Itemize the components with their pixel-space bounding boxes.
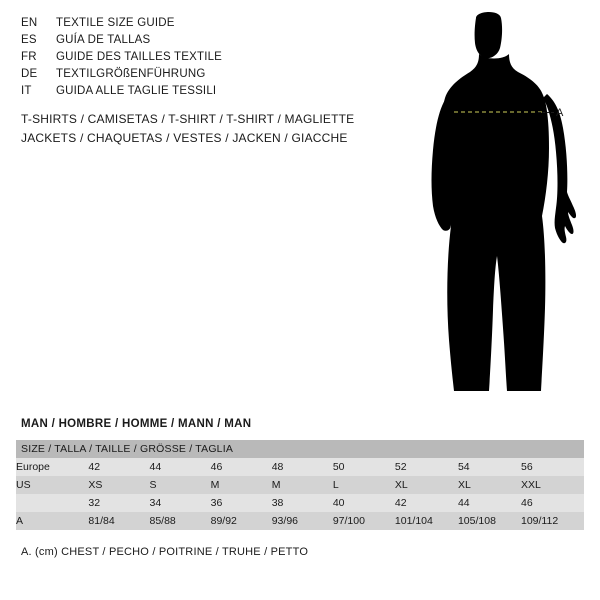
cell: 101/104	[395, 512, 458, 530]
language-row	[21, 15, 381, 32]
cell: 81/84	[88, 512, 149, 530]
cell: 52	[395, 458, 458, 476]
table-header-row	[16, 440, 584, 458]
cell: L	[333, 476, 395, 494]
cell: 46	[521, 494, 584, 512]
language-text: GUIDE DES TAILLES TEXTILE	[56, 51, 223, 63]
cell: XL	[458, 476, 521, 494]
cell: 42	[88, 458, 149, 476]
cell: XL	[395, 476, 458, 494]
cell: 34	[150, 494, 211, 512]
table-row	[16, 458, 584, 476]
language-row	[21, 66, 381, 83]
language-code: ES	[21, 34, 37, 46]
cell: 89/92	[211, 512, 272, 530]
cell: 85/88	[150, 512, 211, 530]
cell: 54	[458, 458, 521, 476]
size-table	[16, 440, 584, 530]
language-row	[21, 32, 381, 49]
cell: 56	[521, 458, 584, 476]
row-label	[16, 494, 88, 512]
cell: XS	[88, 476, 149, 494]
cell: M	[211, 476, 272, 494]
cell: 109/112	[521, 512, 584, 530]
cell: 105/108	[458, 512, 521, 530]
language-text: GUÍA DE TALLAS	[56, 34, 151, 46]
cell: 36	[211, 494, 272, 512]
language-code: IT	[21, 85, 32, 97]
language-code: EN	[21, 17, 38, 29]
cell: XXL	[521, 476, 584, 494]
cell: 44	[458, 494, 521, 512]
cell: 93/96	[272, 512, 333, 530]
cell: 50	[333, 458, 395, 476]
category-jackets: JACKETS / CHAQUETAS / VESTES / JACKEN / GIACCHE	[21, 131, 348, 145]
table-row	[16, 512, 584, 530]
table-title: MAN / HOMBRE / HOMME / MANN / MAN	[21, 418, 252, 430]
cell: S	[150, 476, 211, 494]
cell: 97/100	[333, 512, 395, 530]
language-text: TEXTILGRÖßENFÜHRUNG	[56, 68, 206, 80]
cell: 38	[272, 494, 333, 512]
language-row	[21, 49, 381, 66]
table-row	[16, 476, 584, 494]
measure-marker-dashes-icon	[538, 112, 554, 114]
table-header-label: SIZE / TALLA / TAILLE / GRÖSSE / TAGLIA	[16, 440, 584, 458]
language-text: GUIDA ALLE TAGLIE TESSILI	[56, 85, 217, 97]
footnote: A. (cm) CHEST / PECHO / POITRINE / TRUHE / PETTO	[21, 546, 309, 558]
measure-label-a: A	[556, 107, 564, 119]
language-code: DE	[21, 68, 38, 80]
cell: 42	[395, 494, 458, 512]
language-text: TEXTILE SIZE GUIDE	[56, 17, 175, 29]
cell: 32	[88, 494, 149, 512]
language-code: FR	[21, 51, 37, 63]
category-tshirts: T-SHIRTS / CAMISETAS / T-SHIRT / T-SHIRT / MAGLIETTE	[21, 112, 355, 126]
row-label: US	[16, 476, 88, 494]
row-label: Europe	[16, 458, 88, 476]
cell: 44	[150, 458, 211, 476]
cell: 46	[211, 458, 272, 476]
cell: 40	[333, 494, 395, 512]
cell: M	[272, 476, 333, 494]
male-body-silhouette-icon	[415, 10, 590, 400]
category-list	[21, 110, 421, 148]
language-list	[21, 15, 381, 100]
cell: 48	[272, 458, 333, 476]
language-row	[21, 83, 381, 100]
row-label: A	[16, 512, 88, 530]
table-row	[16, 494, 584, 512]
